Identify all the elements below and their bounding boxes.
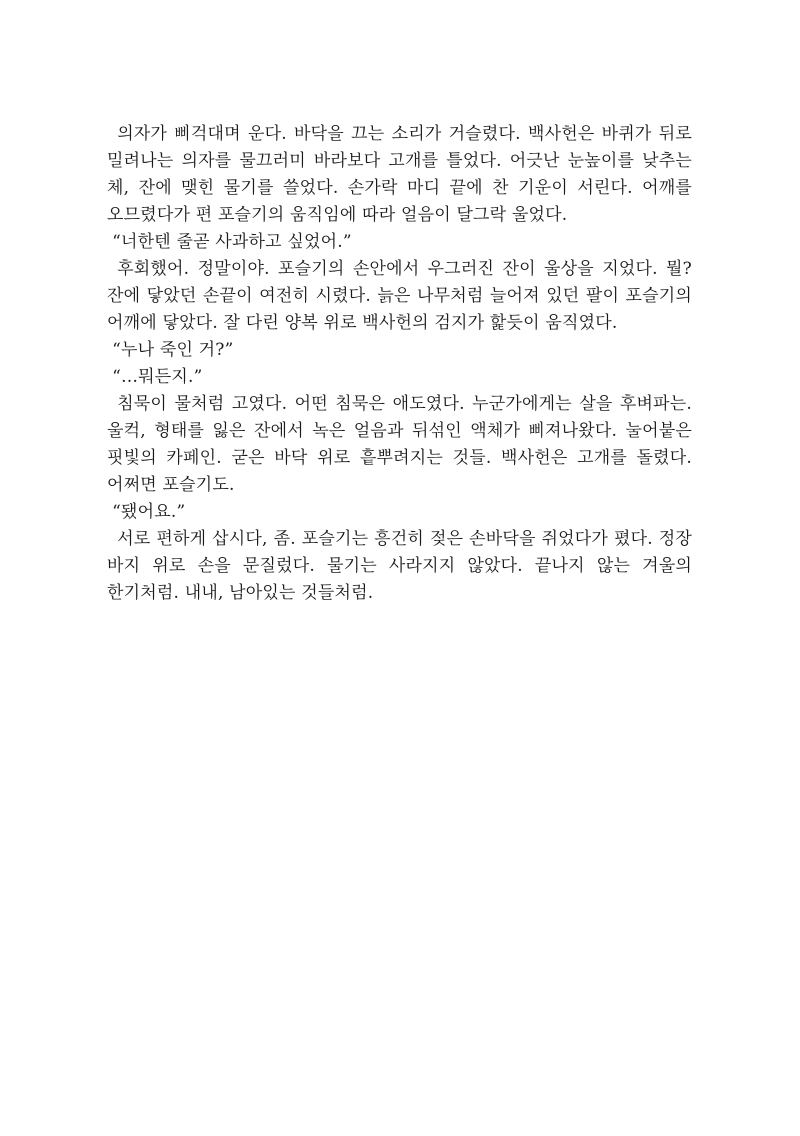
paragraph: 침묵이 물처럼 고였다. 어떤 침묵은 애도였다. 누군가에게는 살을 후벼파는. 울컥, 형태를 잃은 잔에서 녹은 얼음과 뒤섞인 액체가 삐져나왔다. 눌어붙은 핏빛의 카페인. 굳은 바닥 위로 흩뿌려지는 것들. 백사헌은 고개를 돌렸다. 어쩌면 포슬기도.	[107, 394, 692, 495]
paragraph: 후회했어. 정말이야. 포슬기의 손안에서 우그러진 잔이 울상을 지었다. 뭘? 잔에 닿았던 손끝이 여전히 시렸다. 늙은 나무처럼 늘어져 있던 팔이 포슬기의 어깨에 닿았다. 잘 다린 양복 위로 백사헌의 검지가 핥듯이 움직였다.	[107, 259, 692, 333]
body-text	[107, 121, 692, 607]
dialogue-line: “누나 죽인 거?”	[112, 340, 234, 360]
dialogue-line: “너한텐 줄곧 사과하고 싶었어.”	[112, 232, 352, 252]
dialogue-line: “…뭐든지.”	[112, 367, 203, 387]
dialogue-line: “됐어요.”	[112, 502, 186, 522]
paragraph: 서로 편하게 삽시다, 좀. 포슬기는 흥건히 젖은 손바닥을 쥐었다가 폈다. 정장 바지 위로 손을 문질렀다. 물기는 사라지지 않았다. 끝나지 않는 겨울의 한기처럼. 내내, 남아있는 것들처럼.	[107, 529, 692, 603]
paragraph: 의자가 삐걱대며 운다. 바닥을 끄는 소리가 거슬렸다. 백사헌은 바퀴가 뒤로 밀려나는 의자를 물끄러미 바라보다 고개를 틀었다. 어긋난 눈높이를 낮추는 체, 잔에 맺힌 물기를 쓸었다. 손가락 마디 끝에 찬 기운이 서린다. 어깨를 오므렸다가 편 포슬기의 움직임에 따라 얼음이 달그락 울었다.	[107, 124, 692, 225]
